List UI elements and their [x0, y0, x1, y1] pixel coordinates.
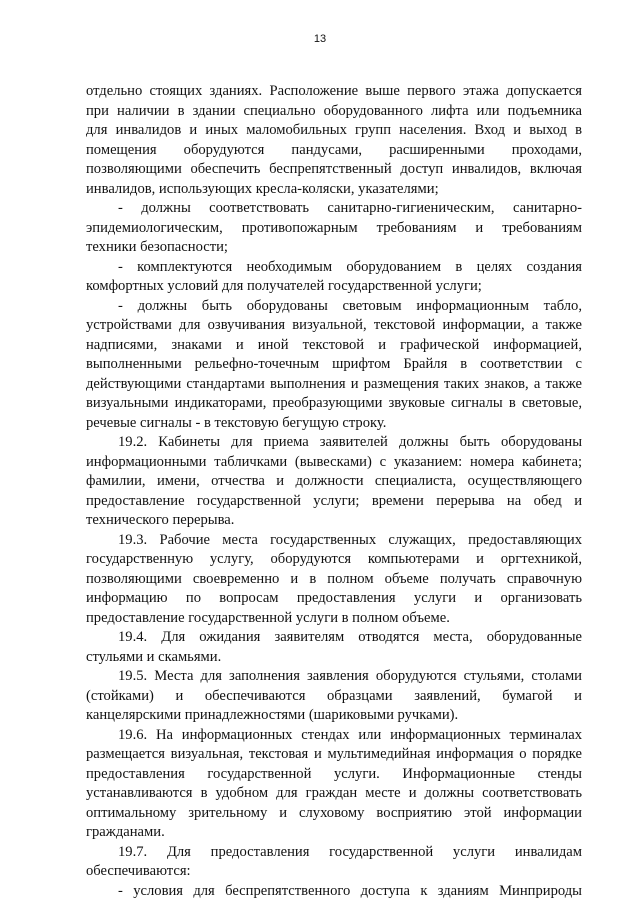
text-line: канцелярскими принадлежностями (шариковыми ручками). [86, 707, 459, 723]
text-line: 19.4. Для ожидания заявителям отводятся места, оборудованные [118, 629, 582, 645]
text-line: - комплектуются необходимым оборудованием в целях создания [118, 258, 582, 275]
text-line: инвалидов, использующих кресла-коляски, указателями; [86, 180, 439, 197]
text-line: государственную услугу, оборудуются компьютерами и оргтехникой, [86, 551, 582, 567]
text-line: речевые сигналы - в текстовую бегущую строку. [86, 414, 387, 431]
text-line: устройствами для озвучивания визуальной, текстовой информации, а также [86, 317, 582, 333]
text-line: техники безопасности; [86, 239, 228, 255]
page-number: 13 [313, 33, 327, 45]
text-line: надписями, знаками и иной текстовой и графической информацией, [86, 336, 582, 353]
text-line: выполненными рельефно-точечным шрифтом Брайля в соответствии с [86, 356, 582, 372]
text-line: 19.2. Кабинеты для приема заявителей должны быть оборудованы [118, 434, 582, 450]
text-line: предоставления государственной услуги. Информационные стенды [86, 765, 582, 782]
text-line: обеспечиваются: [86, 863, 191, 879]
text-line: при наличии в здании специально оборудованного лифта или подъемника [86, 102, 582, 119]
text-line: 19.6. На информационных стендах или информационных терминалах [118, 726, 582, 743]
text-line: эпидемиологическим, противопожарным требованиям и требованиям [86, 219, 582, 236]
text-line: стульями и скамьями. [86, 648, 222, 665]
text-line: информацию по вопросам предоставления услуги и организовать [86, 590, 582, 606]
text-line: для инвалидов и иных маломобильных групп населения. Вход и выход в [86, 122, 582, 138]
text-line: 19.5. Места для заполнения заявления оборудуются стульями, столами [118, 668, 582, 684]
text-line: позволяющими своевременно и в полном объеме получать справочную [86, 570, 582, 587]
text-line: - должны быть оборудованы световым информационным табло, [118, 297, 582, 314]
text-line: - должны соответствовать санитарно-гигиеническим, санитарно- [118, 200, 582, 216]
text-line: (стойками) и обеспечиваются образцами заявлений, бумагой и [86, 687, 582, 704]
text-line: предоставление государственной услуги в полном объеме. [86, 609, 450, 626]
text-line: размещается визуальная, текстовая и мультимедийная информация о порядке [86, 746, 582, 762]
text-line: позволяющими обеспечить беспрепятственный доступ инвалидов, включая [86, 161, 582, 177]
text-line: отдельно стоящих зданиях. Расположение выше первого этажа допускается [86, 83, 582, 99]
text-line: комфортных условий для получателей государственной услуги; [86, 278, 482, 294]
body-text [86, 82, 582, 901]
text-line: оптимальному зрительному и слуховому восприятию этой информации [86, 804, 582, 821]
text-line: технического перерыва. [86, 512, 235, 528]
text-line: фамилии, имени, отчества и должности специалиста, осуществляющего [86, 473, 582, 489]
text-line: визуальными индикаторами, преобразующими звуковые сигналы в световые, [86, 395, 582, 411]
text-line: - условия для беспрепятственного доступа к зданиям Минприроды [118, 882, 582, 899]
text-line: предоставление государственной услуги; времени перерыва на обед и [86, 492, 582, 509]
text-line: 19.7. Для предоставления государственной услуги инвалидам [118, 843, 582, 860]
text-line: устанавливаются в удобном для граждан месте и должны соответствовать [86, 785, 582, 801]
text-line: информационными табличками (вывесками) с указанием: номера кабинета; [86, 453, 582, 470]
text-line: помещения оборудуются пандусами, расширенными проходами, [86, 141, 582, 158]
text-line: действующими стандартами выполнения и размещения таких знаков, а также [86, 375, 582, 392]
text-line: 19.3. Рабочие места государственных служащих, предоставляющих [118, 531, 582, 548]
text-line: гражданами. [86, 824, 165, 840]
